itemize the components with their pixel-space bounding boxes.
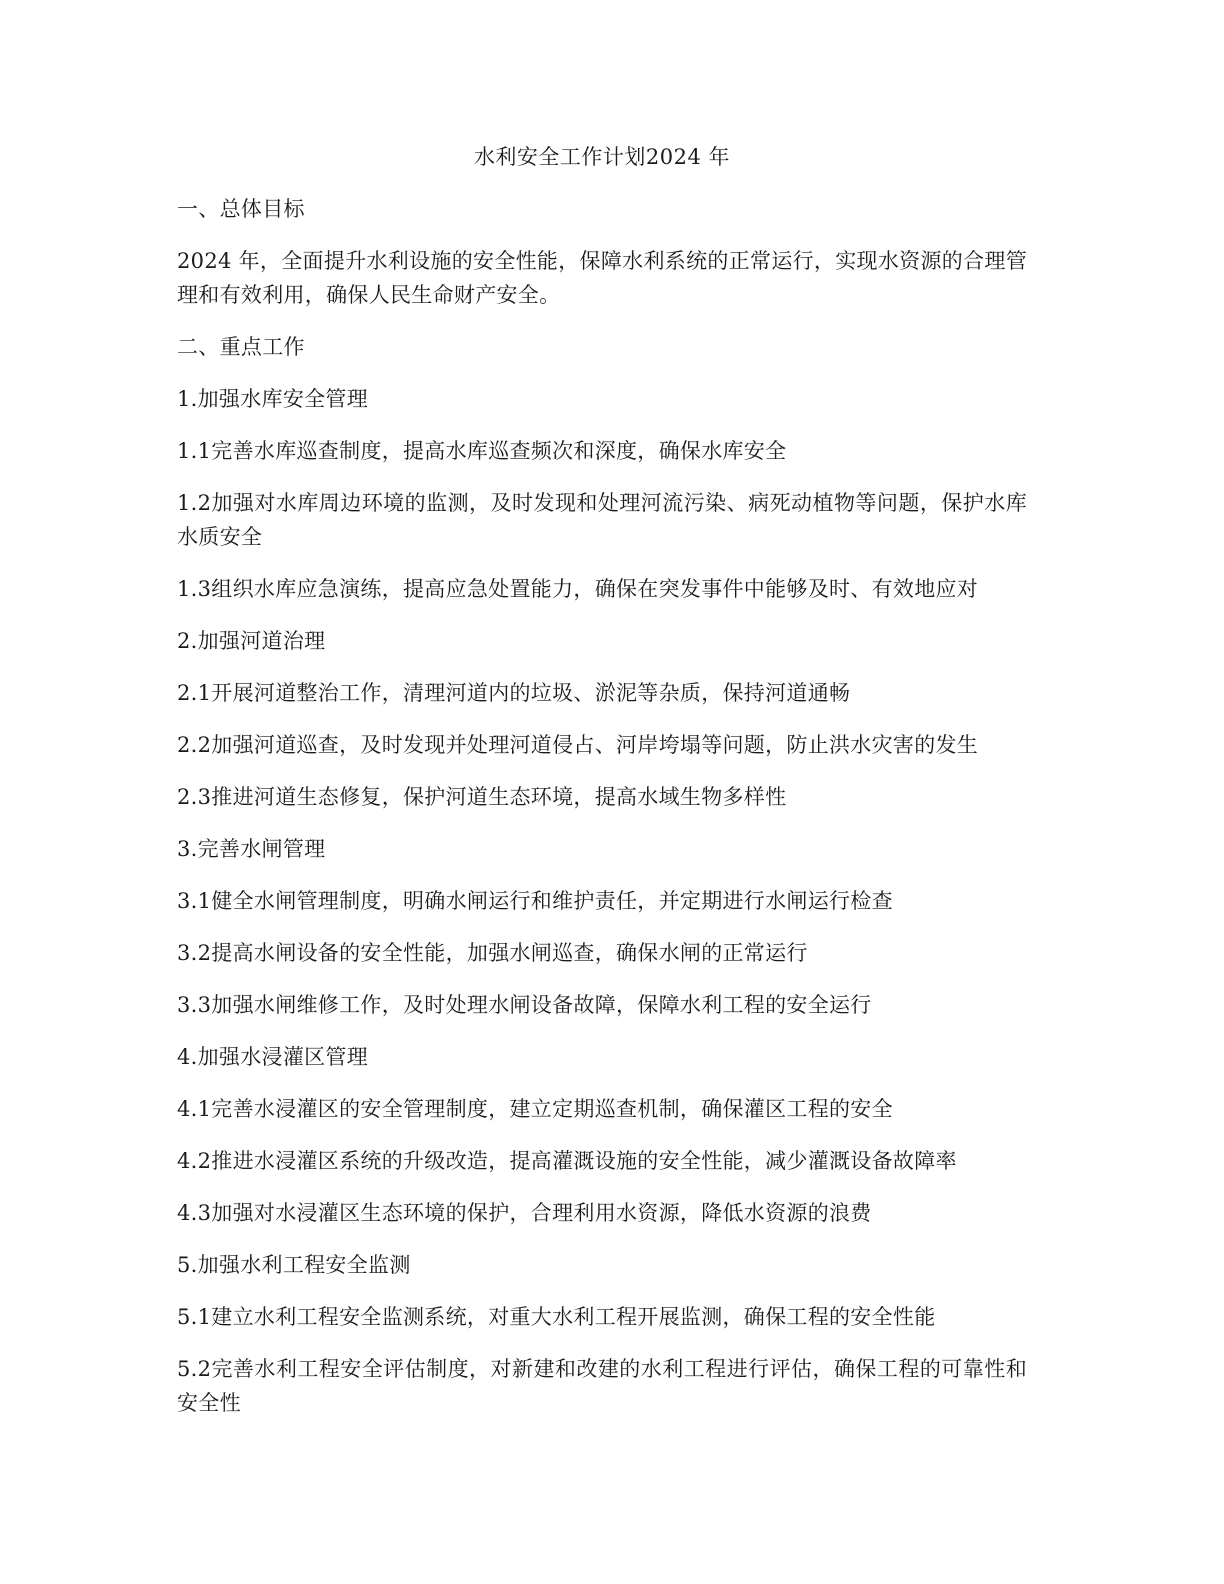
list-item: 5.2完善水利工程安全评估制度，对新建和改建的水利工程进行评估，确保工程的可靠性和安全性 (177, 1357, 1027, 1415)
document-page (177, 140, 1027, 1438)
list-item: 4.1完善水浸灌区的安全管理制度，建立定期巡查机制，确保灌区工程的安全 (177, 1097, 893, 1121)
subsection-heading: 1.加强水库安全管理 (177, 387, 369, 411)
list-item: 4.3加强对水浸灌区生态环境的保护，合理利用水资源，降低水资源的浪费 (177, 1201, 872, 1225)
list-item: 3.3加强水闸维修工作，及时处理水闸设备故障，保障水利工程的安全运行 (177, 993, 872, 1017)
list-item: 2.2加强河道巡查，及时发现并处理河道侵占、河岸垮塌等问题，防止洪水灾害的发生 (177, 733, 979, 757)
list-item: 1.3组织水库应急演练，提高应急处置能力，确保在突发事件中能够及时、有效地应对 (177, 577, 979, 601)
section-heading-key-work: 二、重点工作 (177, 335, 305, 359)
section-heading-overall-goal: 一、总体目标 (177, 197, 305, 221)
list-item: 2.1开展河道整治工作，清理河道内的垃圾、淤泥等杂质，保持河道通畅 (177, 681, 851, 705)
subsection-heading: 2.加强河道治理 (177, 629, 326, 653)
document-title: 水利安全工作计划2024 年 (473, 145, 731, 169)
subsection-heading: 4.加强水浸灌区管理 (177, 1045, 369, 1069)
subsection-heading: 5.加强水利工程安全监测 (177, 1253, 411, 1277)
body-paragraph: 2024 年，全面提升水利设施的安全性能，保障水利系统的正常运行，实现水资源的合理管理和有效利用，确保人民生命财产安全。 (177, 249, 1027, 307)
list-item: 5.1建立水利工程安全监测系统，对重大水利工程开展监测，确保工程的安全性能 (177, 1305, 936, 1329)
list-item: 1.1完善水库巡查制度，提高水库巡查频次和深度，确保水库安全 (177, 439, 787, 463)
subsection-heading: 3.完善水闸管理 (177, 837, 326, 861)
list-item: 4.2推进水浸灌区系统的升级改造，提高灌溉设施的安全性能，减少灌溉设备故障率 (177, 1149, 957, 1173)
list-item: 2.3推进河道生态修复，保护河道生态环境，提高水域生物多样性 (177, 785, 787, 809)
list-item: 3.2提高水闸设备的安全性能，加强水闸巡查，确保水闸的正常运行 (177, 941, 808, 965)
list-item: 1.2加强对水库周边环境的监测，及时发现和处理河流污染、病死动植物等问题，保护水库水质安全 (177, 491, 1027, 549)
list-item: 3.1健全水闸管理制度，明确水闸运行和维护责任，并定期进行水闸运行检查 (177, 889, 893, 913)
